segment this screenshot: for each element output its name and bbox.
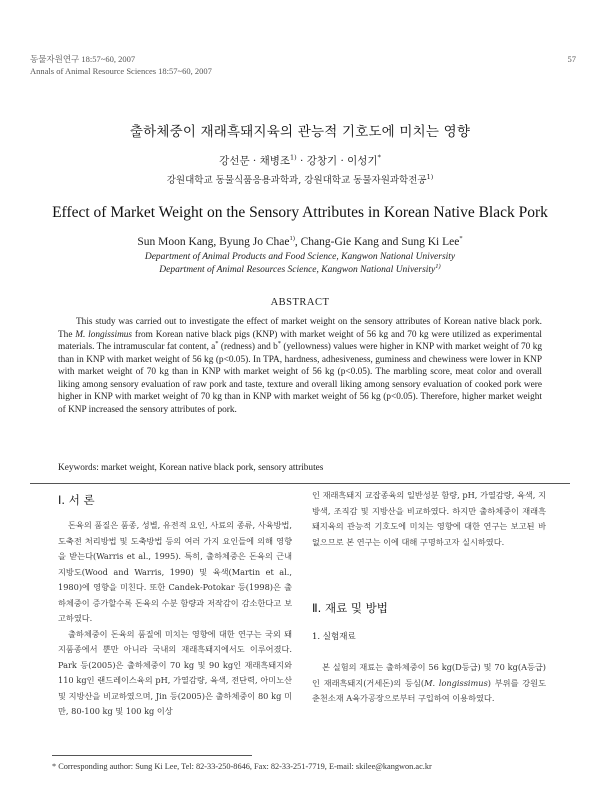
materials-paragraph: 본 실험의 재료는 출하체중이 56 kg(D등급) 및 70 kg(A등급)인 재래흑돼지(거세돈)의 등심(M. longissimus) 부위를 강원도 춘천소재 A육가공장으로부터 구입하여 이용하였다. <box>312 662 546 703</box>
subsection-heading-materials: 1. 실험재료 <box>312 632 356 642</box>
section-heading-introduction: Ⅰ. 서 론 <box>58 493 95 507</box>
keywords: Keywords: market weight, Korean native black pork, sensory attributes <box>58 463 324 473</box>
intro-text-right <box>312 488 546 550</box>
journal-header-kr: 동물자원연구 18:57~60, 2007 <box>30 54 136 64</box>
abstract-heading: ABSTRACT <box>270 297 330 308</box>
intro-paragraph-2-cont: 인 재래흑돼지 교잡종육의 일반성분 함량, pH, 가열감량, 육색, 지방색, 조직감 및 지방산을 비교하였다. 하지만 출하체중이 재래흑돼지육의 관능적 기호도에 미치는 영향에 대한 연구는 보고된 바 없으므로 본 연구는 이에 대해 구명하고자 실시하였다. <box>312 490 546 547</box>
affiliation-english-1: Department of Animal Products and Food Science, Kangwon National University <box>144 252 456 262</box>
intro-paragraph-2: 출하체중이 돈육의 품질에 미치는 영향에 대한 연구는 국외 돼지품종에서 뿐만 아니라 국내의 재래흑돼지에서도 이루어졌다. Park 등(2005)은 출하체중이 70 kg 및 90 kg인 재래흑돼지와 110 kg인 랜드레이스육의 pH, 가열감량, 육색, 전단력, 아미노산 및 지방산을 비교하였으며, Jin 등(2005)은 출하체중이 80 kg 미만, 80-100 kg 및 100 kg 이상 <box>58 628 292 716</box>
affiliation-english-2: Department of Animal Resources Science, Kangwon National University$^{1)}$ <box>159 262 441 275</box>
page-number: 57 <box>567 54 576 64</box>
corresponding-author-footnote: * Corresponding author: Sung Ki Lee, Tel: 82-33-250-8646, Fax: 82-33-251-7719, E-mail: skilee@kangwon.ac.kr <box>52 762 432 771</box>
title-korean: 출하체중이 재래흑돼지육의 관능적 기호도에 미치는 영향 <box>129 124 471 140</box>
abstract-body: This study was carried out to investigate the effect of market weight on the sensory attributes of Korean native black pork. The M. longissimus from Korean native black pigs (KNP) with market weight of 56 kg and 70 kg were utilized as experimental materials. The intramuscular fat content, a* (redness) and b* (yellowness) values were higher in KNP with market weight of 70 kg than in KNP with market weight of 56 kg (p<0.05). In TPA, hardness, adhesiveness, guminess and chewiness were lower in KNP with market weight of 70 kg than in KNP with market weight of 56 kg (p<0.05). The marbling score, meat color and overall liking among sensory evaluation of raw pork and taste, texture and overall liking among sensory evaluation of cooked pork were higher in KNP with market weight of 70 kg than in KNP with market weight of 56 kg (p<0.05). Therefore, higher market weight of KNP increased the sensory attributes of pork. <box>58 317 542 415</box>
journal-header-en: Annals of Animal Resource Sciences 18:57~60, 2007 <box>30 66 212 76</box>
authors-korean: 강선문 · 채병조$^{1)}$ · 강창기 · 이성기* <box>219 153 381 167</box>
authors-english: Sun Moon Kang, Byung Jo Chae$^{1)}$, Chang-Gie Kang and Sung Ki Lee* <box>137 235 463 248</box>
section-divider <box>30 483 570 484</box>
intro-paragraph-1: 돈육의 품질은 품종, 성별, 유전적 요인, 사료의 종류, 사육방법, 도축전 처리방법 및 도축방법 등의 여러 가지 요인들에 의해 영향을 받는다(Warris et al., 1995). 특히, 출하체중은 돈육의 근내지방도(Wood and Warris, 1990) 및 육색(Martin et al., 1980)에 영향을 미친다. 또한 Candek-Potokar 등(1998)은 출하체중이 증가할수록 돈육의 수분 함량과 저작감이 감소한다고 보고하였다. <box>58 520 292 623</box>
materials-text <box>312 660 546 707</box>
section-heading-methods: Ⅱ. 재료 및 방법 <box>312 601 388 615</box>
title-english: Effect of Market Weight on the Sensory Attributes in Korean Native Black Pork <box>52 204 548 221</box>
intro-text-left <box>58 518 292 720</box>
affiliation-korean: 강원대학교 동물식품응용과학과, 강원대학교 동물자원과학전공$^{1)}$ <box>166 172 434 186</box>
footnote-rule <box>52 755 252 756</box>
